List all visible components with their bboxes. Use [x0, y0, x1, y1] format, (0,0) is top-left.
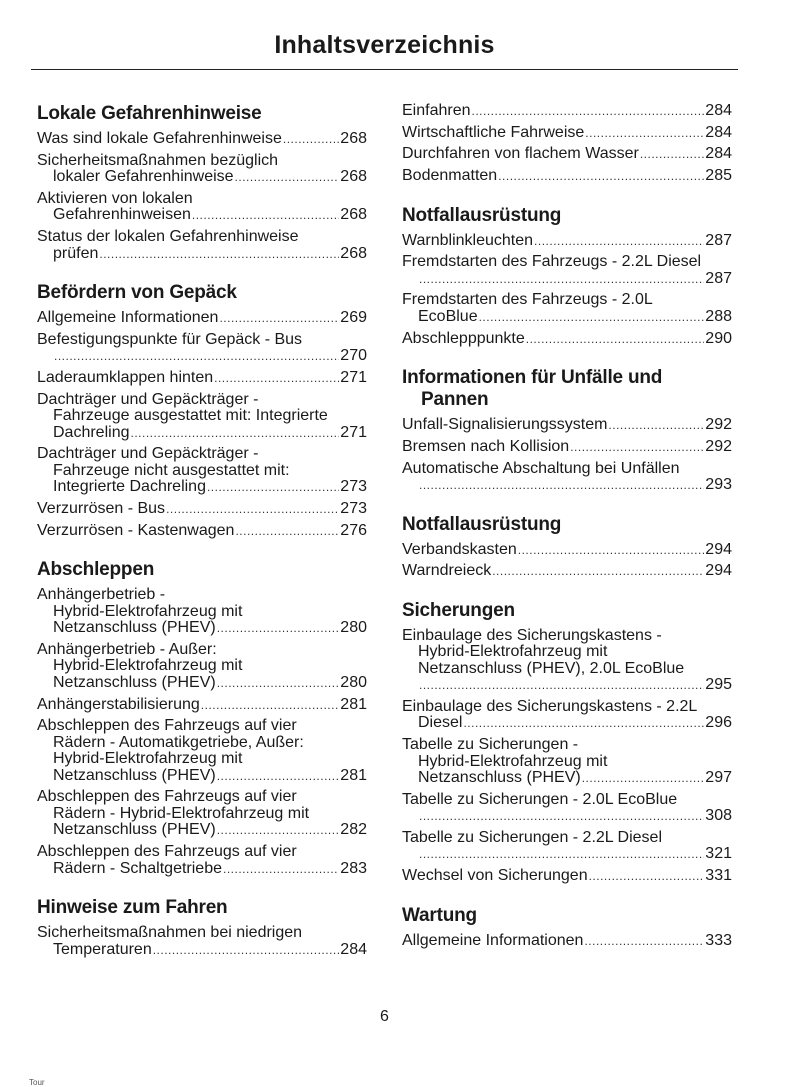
entry-text: prüfen [53, 244, 99, 262]
page-ref: 294 [705, 540, 732, 558]
entry-last-line [37, 479, 367, 496]
entry-last-line [402, 933, 732, 950]
dot-leader [518, 542, 705, 559]
page-ref: 297 [705, 769, 732, 787]
entry-text: Verzurrösen - Bus [37, 500, 166, 517]
entry-text: Wirtschaftliche Fahrweise [402, 123, 585, 141]
section-heading [402, 367, 732, 411]
section-heading [402, 905, 732, 927]
toc-entry[interactable] [402, 542, 732, 559]
entry-text-line: Abschleppen des Fahrzeugs auf vier [37, 788, 297, 806]
entry-text: Bodenmatten [402, 167, 498, 185]
entry-last-line [402, 563, 732, 580]
page-ref: 295 [705, 676, 732, 694]
section-heading [37, 897, 367, 919]
entry-text: Anhängerstabilisierung [37, 695, 200, 713]
toc-entry[interactable] [37, 446, 367, 496]
entry-last-line [402, 271, 732, 288]
toc-entry[interactable] [402, 254, 732, 287]
page-ref: 268 [340, 244, 367, 262]
entry-last-line [402, 331, 732, 348]
entry-text: Warnblinkleuchten [402, 231, 534, 249]
page-ref: 281 [340, 695, 367, 713]
toc-entry[interactable] [402, 233, 732, 250]
page-ref: 283 [340, 859, 367, 877]
entry-last-line [37, 768, 367, 785]
dot-leader [419, 808, 704, 825]
dot-leader [608, 417, 704, 434]
section-heading-line: Notfallausrüstung [402, 204, 562, 226]
toc-entry[interactable] [37, 697, 367, 714]
dot-leader [582, 770, 705, 787]
page-ref: 287 [705, 231, 732, 249]
entry-last-line [402, 439, 732, 456]
dot-leader [585, 125, 704, 142]
page-ref: 270 [340, 347, 367, 365]
entry-text-line: Fahrzeuge nicht ausgestattet mit: [53, 461, 290, 479]
section-heading-line: Lokale Gefahrenhinweise [37, 103, 262, 124]
entry-text-line: Tabelle zu Sicherungen - [402, 736, 579, 754]
toc-entry[interactable] [402, 417, 732, 434]
entry-text: Allgemeine Informationen [37, 309, 219, 327]
dot-leader [419, 846, 704, 863]
toc-entry[interactable] [37, 370, 367, 387]
dot-leader [419, 271, 704, 288]
toc-entry[interactable] [37, 789, 367, 839]
section-heading-line: Pannen [421, 389, 489, 411]
entry-text-line: Tabelle zu Sicherungen - 2.2L Diesel [402, 828, 663, 846]
toc-entry[interactable] [402, 933, 732, 950]
entry-last-line [402, 677, 732, 694]
toc-entry[interactable] [37, 844, 367, 877]
dot-leader [219, 310, 339, 327]
footer-mark: Tour [29, 1078, 45, 1087]
dot-leader [640, 146, 704, 163]
toc-column-right [402, 103, 732, 954]
entry-last-line [37, 310, 367, 327]
toc-entry[interactable] [402, 830, 732, 863]
page-ref: 280 [340, 619, 367, 637]
toc-entry[interactable] [37, 191, 367, 224]
toc-entry[interactable] [402, 439, 732, 456]
entry-text: Temperaturen [53, 940, 152, 958]
toc-entry[interactable] [37, 310, 367, 327]
section-heading-line: Notfallausrüstung [402, 513, 562, 535]
entry-last-line [402, 125, 732, 142]
entry-text-line: Aktivieren von lokalen [37, 189, 193, 207]
entry-text-line: Anhängerbetrieb - [37, 586, 166, 604]
toc-entry[interactable] [37, 718, 367, 784]
dot-leader [153, 942, 340, 959]
page-title: Inhaltsverzeichnis [274, 31, 495, 59]
entry-text-line: Dachträger und Gepäckträger - [37, 390, 259, 408]
entry-text: Rädern - Schaltgetriebe [53, 859, 222, 877]
dot-leader [283, 131, 339, 148]
entry-text-line: Hybrid-Elektrofahrzeug mit [418, 643, 608, 661]
entry-text-line: Abschleppen des Fahrzeugs auf vier [37, 717, 297, 735]
entry-text-line: Status der lokalen Gefahrenhinweise [37, 228, 299, 246]
entry-text: Wechsel von Sicherungen [402, 867, 588, 885]
entry-last-line [402, 770, 732, 787]
entry-last-line [37, 620, 367, 637]
section-heading-line: Hinweise zum Fahren [37, 897, 228, 919]
page-ref: 280 [340, 673, 367, 691]
section-heading-line: Abschleppen [37, 559, 155, 581]
section-heading [37, 559, 367, 581]
page-ref: 285 [705, 167, 732, 185]
section-heading-line: Befördern von Gepäck [37, 282, 237, 304]
page-ref: 308 [705, 807, 732, 825]
page-ref: 268 [340, 168, 367, 186]
entry-text: Laderaumklappen hinten [37, 368, 214, 386]
section-heading [37, 103, 367, 125]
entry-last-line [37, 697, 367, 714]
entry-text: Diesel [418, 714, 463, 732]
entry-text: Netzanschluss (PHEV) [53, 821, 216, 839]
entry-text-line: Rädern - Automatikgetriebe, Außer: [53, 733, 304, 751]
entry-text: Verzurrösen - Kastenwagen [37, 521, 235, 539]
page-ref: 292 [705, 437, 732, 455]
page-ref: 290 [705, 329, 732, 347]
entry-last-line [37, 501, 367, 518]
section-heading [402, 600, 732, 622]
toc-entry[interactable] [402, 737, 732, 787]
entry-last-line [402, 168, 732, 185]
toc-entry[interactable] [402, 292, 732, 325]
toc-entry[interactable] [402, 628, 732, 694]
title-divider [31, 69, 738, 70]
page-ref: 321 [705, 845, 732, 863]
entry-last-line [402, 309, 732, 326]
entry-text-line: Sicherheitsmaßnahmen bezüglich [37, 151, 279, 169]
entry-text-line: Fremdstarten des Fahrzeugs - 2.0L [402, 291, 653, 309]
entry-text: Warndreieck [402, 562, 492, 580]
entry-text-line: Tabelle zu Sicherungen - 2.0L EcoBlue [402, 790, 678, 808]
dot-leader [235, 523, 339, 540]
page-ref: 282 [340, 821, 367, 839]
entry-last-line [37, 169, 367, 186]
toc-entry[interactable] [402, 699, 732, 732]
dot-leader [463, 715, 704, 732]
entry-text-line: Netzanschluss (PHEV), 2.0L EcoBlue [418, 659, 685, 677]
entry-text: Gefahrenhinweisen [53, 206, 191, 224]
entry-last-line [402, 233, 732, 250]
entry-last-line [402, 417, 732, 434]
entry-text-line: Einbaulage des Sicherungskastens - [402, 626, 662, 644]
dot-leader [217, 620, 340, 637]
section-heading-line: Sicherungen [402, 599, 515, 621]
page-ref: 284 [340, 940, 367, 958]
toc-column-left [37, 103, 367, 963]
entry-text: Bremsen nach Kollision [402, 437, 570, 455]
dot-leader [570, 439, 704, 456]
entry-text: Netzanschluss (PHEV) [53, 766, 216, 784]
entry-last-line [402, 103, 732, 120]
entry-text-line: Dachträger und Gepäckträger - [37, 445, 259, 463]
entry-last-line [37, 523, 367, 540]
entry-last-line [37, 942, 367, 959]
page-ref: 273 [340, 500, 367, 517]
entry-last-line [37, 861, 367, 878]
dot-leader [201, 697, 340, 714]
page-ref: 269 [340, 309, 367, 327]
toc-entry[interactable] [37, 229, 367, 262]
entry-last-line [37, 822, 367, 839]
dot-leader [217, 822, 340, 839]
page-ref: 284 [705, 145, 732, 163]
toc-entry[interactable] [402, 146, 732, 163]
page-ref: 296 [705, 714, 732, 732]
toc-entry[interactable] [37, 523, 367, 540]
toc-entry[interactable] [402, 103, 732, 120]
entry-last-line [37, 370, 367, 387]
entry-last-line [402, 477, 732, 494]
entry-text-line: Abschleppen des Fahrzeugs auf vier [37, 843, 297, 861]
entry-text-line: Befestigungspunkte für Gepäck - Bus [37, 330, 303, 348]
dot-leader [192, 207, 339, 224]
toc-entry[interactable] [402, 331, 732, 348]
entry-text: lokaler Gefahrenhinweise [53, 168, 234, 186]
dot-leader [235, 169, 340, 186]
entry-last-line [37, 246, 367, 263]
entry-text: Unfall-Signalisierungssystem [402, 416, 608, 434]
section-heading-line: Wartung [402, 904, 477, 926]
toc-entry[interactable] [402, 563, 732, 580]
entry-last-line [402, 715, 732, 732]
entry-text: Durchfahren von flachem Wasser [402, 145, 639, 163]
entry-text-line: Fremdstarten des Fahrzeugs - 2.2L Diesel [402, 253, 702, 271]
toc-entry[interactable] [37, 587, 367, 637]
dot-leader [166, 501, 339, 518]
entry-text: Netzanschluss (PHEV) [53, 619, 216, 637]
entry-text: EcoBlue [418, 307, 478, 325]
dot-leader [534, 233, 704, 250]
dot-leader [479, 309, 705, 326]
entry-text: Was sind lokale Gefahrenhinweise [37, 130, 282, 147]
section-heading [402, 205, 732, 227]
toc-entry[interactable] [37, 153, 367, 186]
dot-leader [223, 861, 339, 878]
dot-leader [589, 868, 705, 885]
page-ref: 294 [705, 562, 732, 580]
entry-text-line: Hybrid-Elektrofahrzeug mit [53, 750, 243, 768]
toc-entry[interactable] [402, 792, 732, 825]
page-ref: 276 [340, 521, 367, 539]
dot-leader [214, 370, 339, 387]
dot-leader [99, 246, 339, 263]
dot-leader [207, 479, 339, 496]
toc-entry[interactable] [37, 131, 367, 148]
entry-text-line: Hybrid-Elektrofahrzeug mit [53, 602, 243, 620]
section-heading-line: Informationen für Unfälle und [402, 367, 663, 389]
entry-last-line [402, 542, 732, 559]
page-ref: 293 [705, 476, 732, 493]
entry-last-line [37, 675, 367, 692]
toc-entry[interactable] [37, 501, 367, 518]
section-heading [37, 282, 367, 304]
toc-entry[interactable] [37, 392, 367, 442]
entry-last-line [37, 348, 367, 365]
dot-leader [130, 425, 339, 442]
entry-text: Allgemeine Informationen [402, 931, 584, 949]
entry-text-line: Einbaulage des Sicherungskastens - 2.2L [402, 697, 698, 715]
entry-last-line [37, 131, 367, 148]
entry-text: Dachreling [53, 423, 130, 441]
page-ref: 287 [705, 269, 732, 287]
page-ref: 284 [705, 102, 732, 119]
dot-leader [419, 677, 704, 694]
entry-last-line [37, 425, 367, 442]
entry-last-line [402, 146, 732, 163]
entry-last-line [37, 207, 367, 224]
dot-leader [472, 103, 705, 120]
dot-leader [498, 168, 704, 185]
page-ref: 292 [705, 416, 732, 434]
entry-text-line: Anhängerbetrieb - Außer: [37, 640, 217, 658]
entry-text-line: Hybrid-Elektrofahrzeug mit [418, 752, 608, 770]
page-number: 6 [380, 1008, 389, 1025]
entry-last-line [402, 808, 732, 825]
entry-text-line: Rädern - Hybrid-Elektrofahrzeug mit [53, 804, 310, 822]
dot-leader [419, 477, 704, 494]
dot-leader [217, 768, 340, 785]
page-ref: 333 [705, 931, 732, 949]
toc-entry[interactable] [37, 332, 367, 365]
page-ref: 284 [705, 123, 732, 141]
entry-text: Integrierte Dachreling [53, 478, 206, 496]
entry-text-line: Sicherheitsmaßnahmen bei niedrigen [37, 924, 303, 942]
toc-entry[interactable] [402, 461, 732, 494]
entry-text: Einfahren [402, 102, 471, 119]
entry-text-line: Automatische Abschaltung bei Unfällen [402, 459, 680, 477]
entry-last-line [402, 846, 732, 863]
toc-entry[interactable] [402, 125, 732, 142]
page-ref: 273 [340, 478, 367, 496]
page-ref: 288 [705, 307, 732, 325]
entry-text: Verbandskasten [402, 540, 517, 558]
entry-last-line [402, 868, 732, 885]
page-ref: 268 [340, 130, 367, 147]
dot-leader [54, 348, 339, 365]
page-ref: 271 [340, 423, 367, 441]
toc-entry[interactable] [37, 642, 367, 692]
entry-text-line: Fahrzeuge ausgestattet mit: Integrierte [53, 407, 328, 425]
entry-text: Netzanschluss (PHEV) [418, 769, 581, 787]
toc-entry[interactable] [37, 925, 367, 958]
toc-entry[interactable] [402, 168, 732, 185]
section-heading [402, 514, 732, 536]
toc-entry[interactable] [402, 868, 732, 885]
entry-text-line: Hybrid-Elektrofahrzeug mit [53, 657, 243, 675]
dot-leader [492, 563, 704, 580]
entry-text: Abschlepppunkte [402, 329, 525, 347]
dot-leader [217, 675, 340, 692]
dot-leader [526, 331, 705, 348]
page-ref: 281 [340, 766, 367, 784]
entry-text: Netzanschluss (PHEV) [53, 673, 216, 691]
page-ref: 331 [705, 867, 732, 885]
page-ref: 271 [340, 368, 367, 386]
page-ref: 268 [340, 206, 367, 224]
dot-leader [584, 933, 704, 950]
